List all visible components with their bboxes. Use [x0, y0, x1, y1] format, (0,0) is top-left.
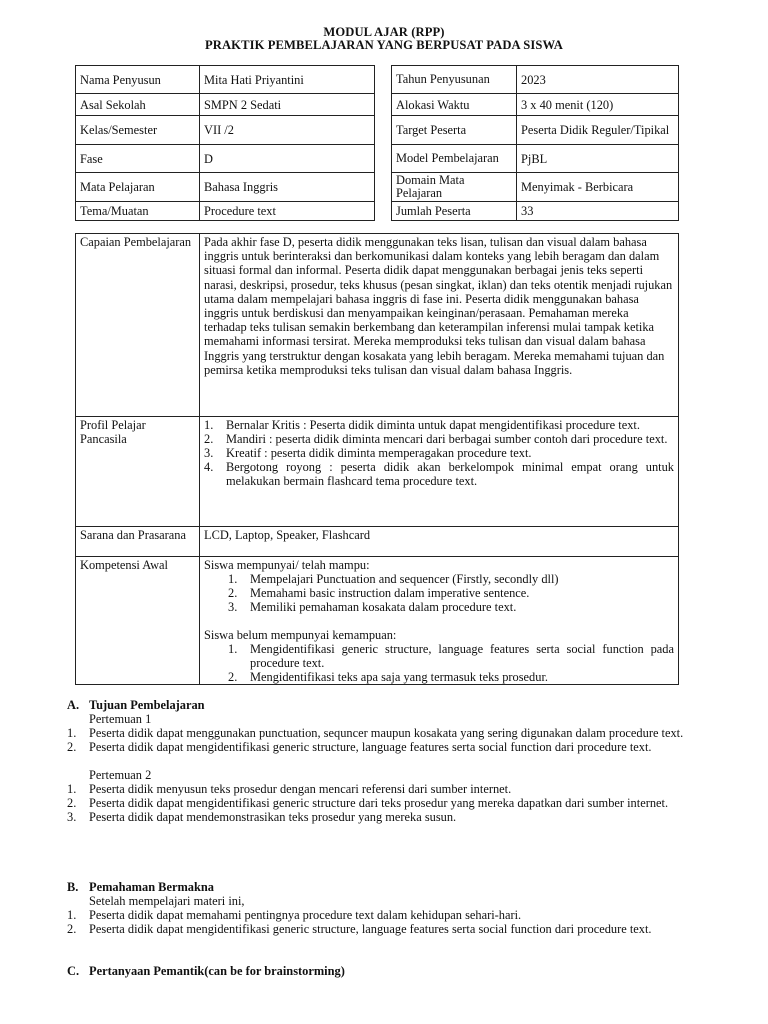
pertemuan-1-label: Pertemuan 1	[89, 712, 152, 726]
info-value: SMPN 2 Sedati	[200, 94, 375, 116]
info-label: Tahun Penyusunan	[392, 66, 517, 94]
info-label: Mata Pelajaran	[76, 173, 200, 202]
capaian-text: Pada akhir fase D, peserta didik menggunakan teks lisan, tulisan dan visual dalam bahasa inggris untuk berinteraksi dan berkomunikasi dalam konteks yang lebih beragam dan dalam situasi formal dan informal. Peserta didik dapat menggunakan berbagai jenis teks seperti narasi, deskripsi, prosedur, teks khusus (pesan singkat, iklan) dan teks otentik menjadi rujukan utama dalam mempelajari bahasa inggris di fase ini. Peserta didik menggunakan bahasa inggris untuk berdiskusi dan menyampaikan keinginan/perasaan. Pemahaman mereka terhadap teks tulisan semakin berkembang dan keterampilan inferensi mulai tampak ketika memahami informasi tersirat. Mereka memproduksi teks tulisan dan visual dalam bahasa Inggris yang terstruktur dengan kosakata yang lebih beragam. Mereka memahami tujuan dan pemirsa ketika memproduksi teks tulisan dan visual dalam bahasa Inggris.	[200, 234, 679, 417]
list-number: 1.	[228, 642, 238, 656]
info-value: Peserta Didik Reguler/Tipikal	[517, 116, 679, 145]
info-label: Asal Sekolah	[76, 94, 200, 116]
info-value: PjBL	[517, 145, 679, 173]
capaian-label: Capaian Pembelajaran	[76, 234, 200, 417]
profil-list	[204, 418, 674, 488]
info-value: Menyimak - Berbicara	[517, 173, 679, 202]
list-item: 2. Peserta didik dapat mengidentifikasi generic structure dari teks prosedur yang mereka dapatkan dari sumber internet.	[67, 796, 669, 810]
info-label: Model Pembelajaran	[392, 145, 517, 173]
list-item: 4. Bergotong royong : peserta didik akan berkelompok minimal empat orang untuk melakukan bermain flashcard tema procedure text.	[204, 460, 674, 488]
section-heading: A. Tujuan Pembelajaran	[67, 698, 205, 712]
list-number: 1.	[228, 572, 238, 586]
info-label: Nama Penyusun	[76, 66, 200, 94]
list-number: 1.	[204, 418, 214, 432]
list-number: 4.	[204, 460, 214, 474]
list-item: 1. Peserta didik dapat memahami pentingnya procedure text dalam kehidupan sehari-hari.	[67, 908, 522, 922]
list-number: 2.	[228, 586, 238, 600]
doc-subtitle: PRAKTIK PEMBELAJARAN YANG BERPUSAT PADA SISWA	[205, 38, 563, 52]
info-value: Procedure text	[200, 202, 375, 221]
section-tujuan	[67, 698, 701, 824]
sarana-text: LCD, Laptop, Speaker, Flashcard	[200, 527, 679, 557]
pertemuan-1-list	[67, 726, 701, 754]
main-table	[75, 233, 679, 685]
info-value: 2023	[517, 66, 679, 94]
info-label: Alokasi Waktu	[392, 94, 517, 116]
kompetensi-list-1	[228, 572, 674, 614]
pertemuan-2-label: Pertemuan 2	[89, 768, 152, 782]
section-pemahaman	[67, 880, 701, 936]
list-item: 2. Peserta didik dapat mengidentifikasi generic structure, language features serta social function dari procedure text.	[67, 740, 652, 754]
list-item: 2. Mandiri : peserta didik diminta mencari dari berbagai sumber contoh dari procedure text.	[204, 432, 668, 446]
kompetensi-list-2	[228, 642, 674, 684]
info-value: Bahasa Inggris	[200, 173, 375, 202]
doc-title: MODUL AJAR (RPP)	[323, 25, 445, 39]
info-value: 33	[517, 202, 679, 221]
list-number: 2.	[228, 670, 238, 684]
kompetensi-intro-1: Siswa mempunyai/ telah mampu:	[204, 558, 370, 572]
info-value: Mita Hati Priyantini	[200, 66, 375, 94]
list-item: 1. Peserta didik menyusun teks prosedur dengan mencari referensi dari sumber internet.	[67, 782, 512, 796]
kompetensi-label: Kompetensi Awal	[76, 557, 200, 685]
info-label: Target Peserta	[392, 116, 517, 145]
list-item: 2. Peserta didik dapat mengidentifikasi generic structure, language features serta social function dari procedure text.	[67, 922, 652, 936]
profil-label: Profil Pelajar Pancasila	[76, 417, 200, 527]
info-table-right	[391, 65, 679, 221]
list-item: 3. Kreatif : peserta didik diminta memperagakan procedure text.	[204, 446, 532, 460]
list-number: 2.	[67, 922, 77, 936]
pertemuan-2-list	[67, 782, 701, 824]
info-label: Tema/Muatan	[76, 202, 200, 221]
section-pertanyaan	[67, 964, 701, 978]
list-number: 1.	[67, 782, 77, 796]
list-item: 1. Peserta didik dapat menggunakan punctuation, sequncer maupun kosakata yang sering digunakan dalam procedure text.	[67, 726, 684, 740]
info-label: Jumlah Peserta	[392, 202, 517, 221]
list-item: 1. Mempelajari Punctuation and sequencer (Firstly, secondly dll)	[228, 572, 559, 586]
info-value: 3 x 40 menit (120)	[517, 94, 679, 116]
section-heading: B. Pemahaman Bermakna	[67, 880, 214, 894]
info-label: Domain Mata Pelajaran	[392, 173, 517, 202]
list-number: 1.	[67, 908, 77, 922]
info-label: Fase	[76, 145, 200, 173]
list-number: 2.	[67, 740, 77, 754]
list-number: 3.	[204, 446, 214, 460]
list-item: 3. Peserta didik dapat mendemonstrasikan teks prosedur yang mereka susun.	[67, 810, 457, 824]
list-number: 3.	[67, 810, 77, 824]
list-item: 1. Mengidentifikasi generic structure, language features serta social function pada procedure text.	[228, 642, 674, 670]
list-number: 2.	[204, 432, 214, 446]
list-number: 1.	[67, 726, 77, 740]
list-item: 2. Memahami basic instruction dalam imperative sentence.	[228, 586, 530, 600]
info-label: Kelas/Semester	[76, 116, 200, 145]
info-value: VII /2	[200, 116, 375, 145]
list-number: 2.	[67, 796, 77, 810]
sarana-label: Sarana dan Prasarana	[76, 527, 200, 557]
list-number: 3.	[228, 600, 238, 614]
list-item: 1. Bernalar Kritis : Peserta didik diminta untuk dapat mengidentifikasi procedure text.	[204, 418, 640, 432]
list-item: 2. Mengidentifikasi teks apa saja yang termasuk teks prosedur.	[228, 670, 548, 684]
pemahaman-intro: Setelah mempelajari materi ini,	[89, 894, 245, 908]
list-item: 3. Memiliki pemahaman kosakata dalam procedure text.	[228, 600, 517, 614]
kompetensi-cell	[200, 557, 679, 685]
section-heading: C. Pertanyaan Pemantik(can be for brainstorming)	[67, 964, 345, 978]
info-table-left	[75, 65, 375, 221]
pemahaman-list	[67, 908, 701, 936]
profil-cell	[200, 417, 679, 527]
kompetensi-intro-2: Siswa belum mempunyai kemampuan:	[204, 628, 397, 642]
info-value: D	[200, 145, 375, 173]
